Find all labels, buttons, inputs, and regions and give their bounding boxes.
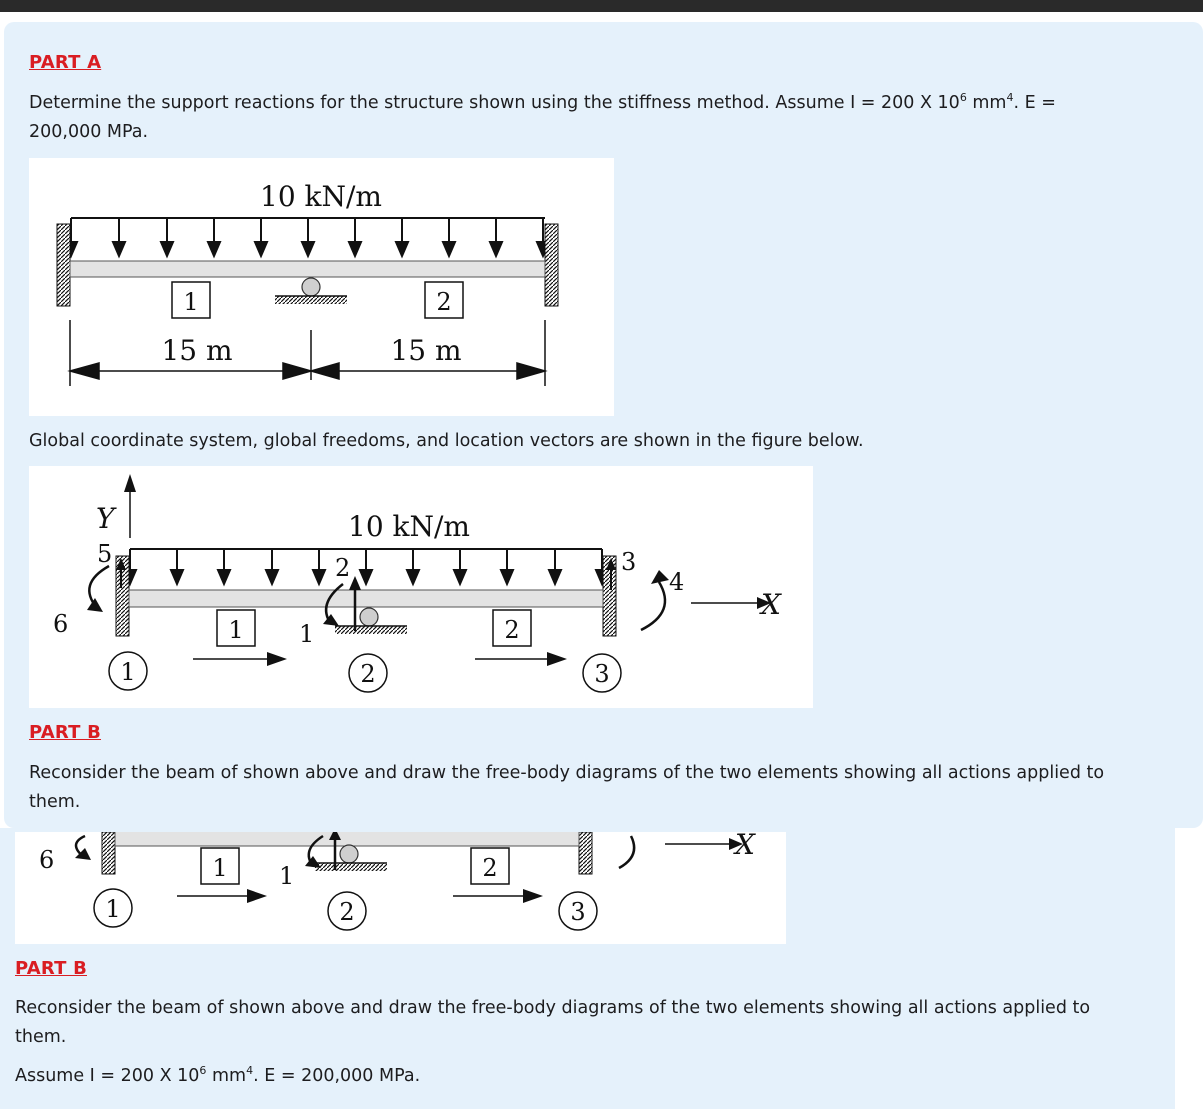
node-1-label: 1	[120, 658, 136, 686]
span-2-label: 15 m	[390, 334, 462, 367]
dof-6-label: 6	[53, 610, 69, 638]
dof-1-label: 1	[279, 862, 295, 890]
part-a-problem-text: Determine the support reactions for the structure shown using the stiffness method. Assume I = 200 X $10^6$ $mm^4$. E = 200,000 MPa.	[29, 91, 1056, 142]
element-2-label: 2	[482, 854, 498, 882]
right-fixed-support	[579, 832, 592, 874]
roller-support	[302, 278, 320, 296]
x-axis-label: X	[761, 588, 781, 621]
dof-4-label: 4	[669, 568, 685, 596]
part-b-heading-duplicate: PART B	[15, 958, 87, 979]
part-b-text: Reconsider the beam of shown above and draw the free-body diagrams of the two elements showing all actions applied to them.	[29, 763, 1105, 812]
dof-6-arrow	[89, 566, 109, 608]
node-1-label: 1	[105, 895, 121, 923]
right-fixed-support	[545, 224, 558, 306]
dimension-lines	[70, 320, 545, 386]
dof-4-arrow	[619, 836, 634, 868]
beam	[115, 832, 579, 846]
part-b-assumption: Assume I = 200 X $10^6$ $mm^4$. E = 200,000 MPa.	[15, 1064, 421, 1086]
element-1-label: 1	[228, 616, 244, 644]
dof-6-label: 6	[39, 846, 55, 874]
node-3-label: 3	[570, 898, 586, 926]
element-1-label: 1	[212, 854, 228, 882]
roller-ground	[275, 296, 347, 304]
beam	[129, 590, 603, 607]
dof-2-label: 2	[335, 554, 351, 582]
global-dof-figure-cropped	[15, 832, 786, 944]
beam-diagram	[29, 158, 614, 416]
roller-support	[340, 845, 358, 863]
load-label: 10 kN/m	[260, 180, 382, 213]
roller-support	[360, 608, 378, 626]
window-top-bar	[0, 0, 1203, 12]
beam-figure	[29, 158, 614, 416]
global-dof-diagram	[29, 466, 813, 708]
node-2-label: 2	[360, 660, 376, 688]
dof-1-label: 1	[299, 620, 315, 648]
figure-caption: Global coordinate system, global freedoms, and location vectors are shown in the figure below.	[29, 431, 864, 451]
roller-ground	[315, 863, 387, 871]
span-1-label: 15 m	[161, 334, 233, 367]
part-a-heading: PART A	[29, 52, 102, 73]
load-arrows	[124, 549, 608, 584]
roller-ground	[335, 626, 407, 634]
left-fixed-support	[57, 224, 70, 306]
dof-5-label: 5	[97, 540, 113, 568]
load-arrows	[65, 218, 549, 256]
dof-4-arrow	[641, 582, 665, 630]
global-dof-figure	[29, 466, 813, 708]
x-axis-label: X	[735, 832, 755, 861]
part-b-heading: PART B	[29, 722, 101, 743]
element-1-label: 1	[183, 288, 199, 316]
element-2-label: 2	[436, 288, 452, 316]
global-dof-diagram-cropped	[15, 832, 786, 944]
beam	[70, 261, 545, 277]
y-axis-label: Y	[96, 502, 115, 535]
dof-3-label: 3	[621, 548, 637, 576]
part-b-text-duplicate: Reconsider the beam of shown above and draw the free-body diagrams of the two elements showing all actions applied to them.	[15, 998, 1091, 1047]
node-2-label: 2	[339, 898, 355, 926]
left-fixed-support	[102, 832, 115, 874]
load-label: 10 kN/m	[348, 510, 470, 543]
element-2-label: 2	[504, 616, 520, 644]
node-3-label: 3	[594, 660, 610, 688]
y-axis-arrowhead	[124, 474, 136, 492]
